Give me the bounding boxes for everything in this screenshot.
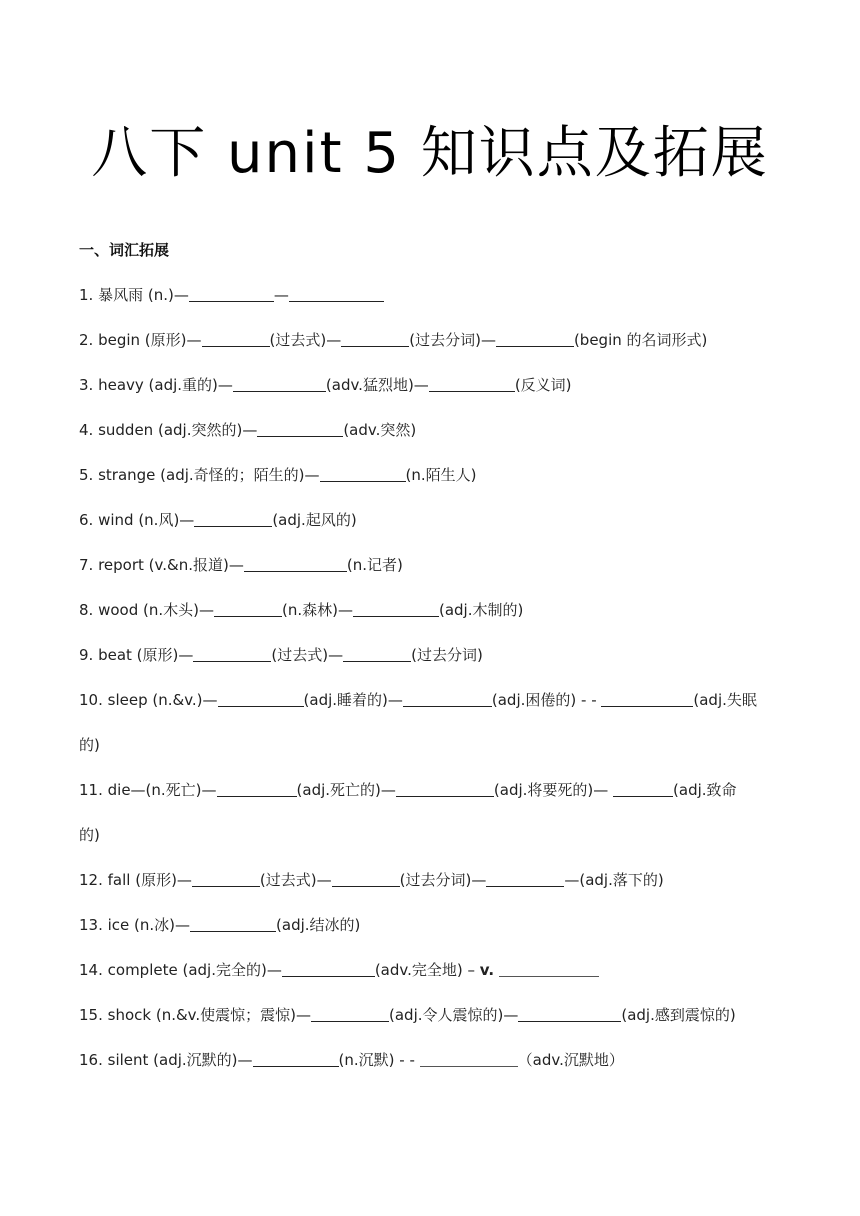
answer-blank[interactable]: [486, 871, 564, 887]
list-item: 10. sleep (n.&v.)— (adj.睡着的)— (adj.困倦的) - - (adj.失眠: [79, 691, 757, 709]
answer-blank[interactable]: [396, 781, 494, 797]
answer-blank[interactable]: [217, 781, 297, 797]
list-item-continuation: 的): [79, 736, 100, 754]
answer-blank[interactable]: [202, 331, 270, 347]
answer-blank[interactable]: [518, 1006, 621, 1022]
answer-blank[interactable]: [341, 331, 409, 347]
answer-blank[interactable]: [601, 691, 693, 707]
answer-blank[interactable]: [194, 511, 272, 527]
answer-blank[interactable]: [496, 331, 574, 347]
answer-blank[interactable]: [429, 376, 515, 392]
list-item: 7. report (v.&n.报道)— (n.记者): [79, 556, 403, 574]
answer-blank[interactable]: [189, 286, 274, 302]
section-heading: 一、词汇拓展: [79, 241, 170, 259]
answer-blank[interactable]: [257, 421, 343, 437]
list-item: 3. heavy (adj.重的)— (adv.猛烈地)— (反义词): [79, 376, 572, 394]
answer-blank[interactable]: [282, 961, 375, 977]
list-item-continuation: 的): [79, 826, 100, 844]
answer-blank[interactable]: [244, 556, 347, 572]
answer-blank[interactable]: [403, 691, 492, 707]
answer-blank[interactable]: [613, 781, 673, 797]
answer-blank[interactable]: [320, 466, 406, 482]
answer-blank[interactable]: [218, 691, 304, 707]
answer-blank[interactable]: [353, 601, 439, 617]
list-item: 11. die—(n.死亡)— (adj.死亡的)— (adj.将要死的)— (adj.致命: [79, 781, 737, 799]
answer-blank[interactable]: [499, 961, 599, 977]
answer-blank[interactable]: [233, 376, 326, 392]
vocabulary-list: [79, 283, 784, 1093]
list-item: 16. silent (adj.沉默的)— (n.沉默) - - （adv.沉默地）: [79, 1051, 624, 1069]
answer-blank[interactable]: [190, 916, 276, 932]
answer-blank[interactable]: [214, 601, 282, 617]
answer-blank[interactable]: [253, 1051, 339, 1067]
answer-blank[interactable]: [192, 871, 260, 887]
list-item: 9. beat (原形)— (过去式)— (过去分词): [79, 646, 483, 664]
page-title: 八下 unit 5 知识点及拓展: [91, 121, 769, 186]
list-item: 4. sudden (adj.突然的)— (adv.突然): [79, 421, 417, 439]
answer-blank[interactable]: [332, 871, 400, 887]
list-item: 15. shock (n.&v.使震惊；震惊)— (adj.令人震惊的)— (adj.感到震惊的): [79, 1006, 736, 1024]
list-item: 12. fall (原形)— (过去式)— (过去分词)— —(adj.落下的): [79, 871, 664, 889]
list-item: 6. wind (n.风)— (adj.起风的): [79, 511, 357, 529]
answer-blank[interactable]: [289, 286, 384, 302]
list-item: 13. ice (n.冰)— (adj.结冰的): [79, 916, 361, 934]
answer-blank[interactable]: [311, 1006, 389, 1022]
list-item: 5. strange (adj.奇怪的；陌生的)— (n.陌生人): [79, 466, 477, 484]
list-item: 2. begin (原形)— (过去式)— (过去分词)— (begin 的名词形式): [79, 331, 708, 349]
answer-blank[interactable]: [420, 1051, 518, 1067]
answer-blank[interactable]: [343, 646, 411, 662]
list-item: 8. wood (n.木头)— (n.森林)— (adj.木制的): [79, 601, 524, 619]
answer-blank[interactable]: [193, 646, 271, 662]
list-item: 1. 暴风雨 (n.)— —: [79, 283, 784, 328]
list-item: 14. complete (adj.完全的)— (adv.完全地) – v.: [79, 958, 784, 1003]
